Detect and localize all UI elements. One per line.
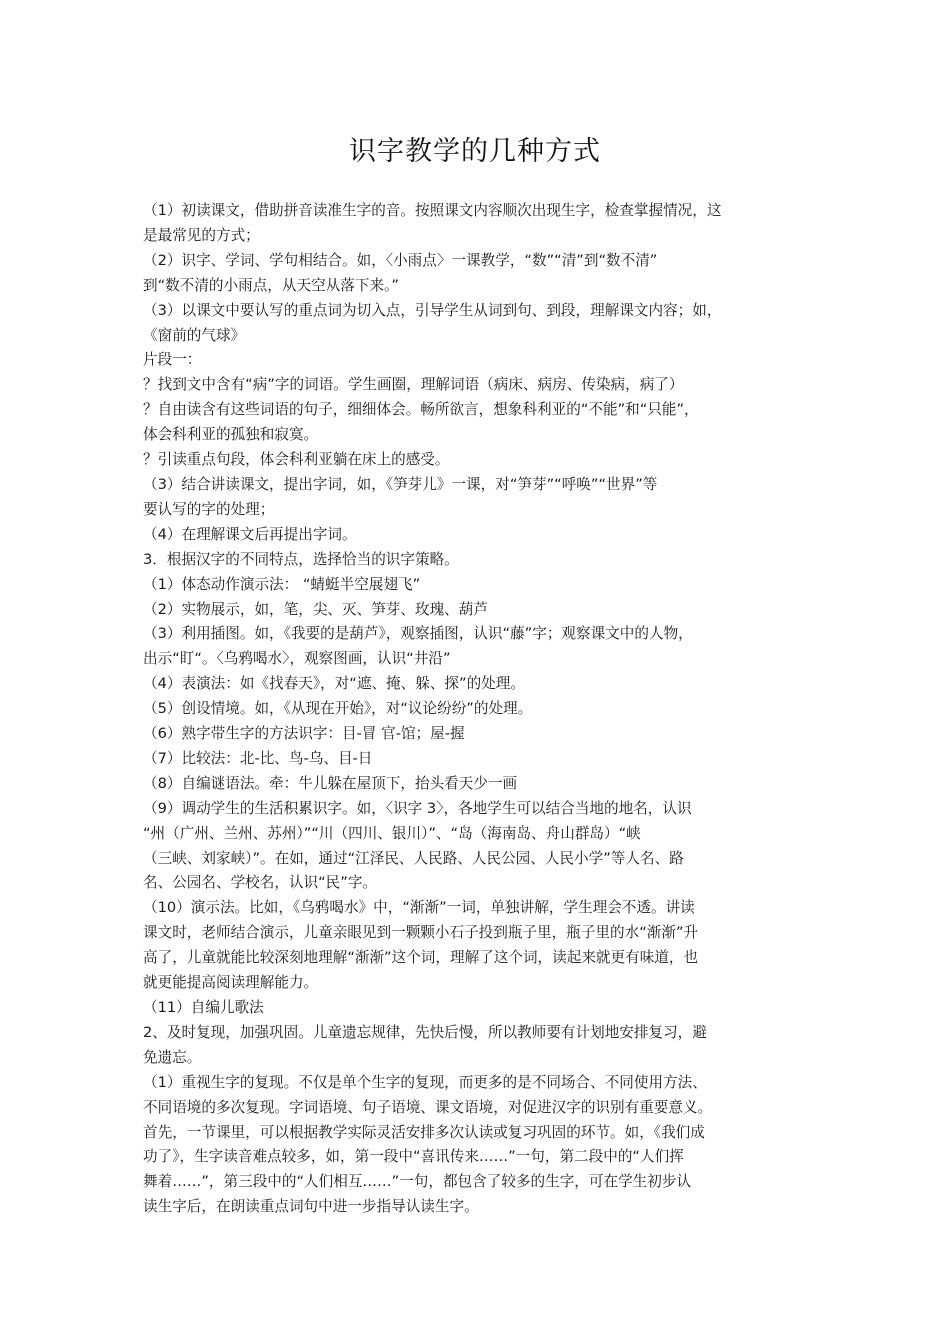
paragraph-line: 3．根据汉字的不同特点，选择恰当的识字策略。 xyxy=(143,550,459,568)
paragraph-line: ？找到文中含有“病”字的词语。学生画圈，理解词语（病床、病房、传染病，病了） xyxy=(143,376,684,394)
paragraph xyxy=(143,523,823,548)
paragraph xyxy=(143,797,823,897)
document-body xyxy=(143,199,823,1220)
paragraph xyxy=(143,199,823,249)
paragraph-line: （9）调动学生的生活积累识字。如，〈识字 3〉，各地学生可以结合当地的地名，认识 xyxy=(143,799,692,817)
paragraph-line: 出示“盯“。〈乌鸦喝水〉，观察图画，认识“井沿” xyxy=(143,650,451,668)
paragraph xyxy=(143,598,823,623)
paragraph xyxy=(143,448,823,473)
paragraph xyxy=(143,348,823,373)
paragraph-line: 要认写的字的处理； xyxy=(143,500,275,518)
paragraph xyxy=(143,548,823,573)
paragraph-line: （5）创设情境。如，《从现在开始》，对“议论纷纷”的处理。 xyxy=(143,700,533,718)
paragraph-line: 舞着……”，第三段中的“人们相互……”一句，都包含了较多的生字，可在学生初步认 xyxy=(143,1173,692,1191)
paragraph-line: 就更能提高阅读理解能力。 xyxy=(143,974,319,992)
paragraph xyxy=(143,1071,823,1121)
paragraph xyxy=(143,373,823,398)
paragraph-line: （3）结合讲读课文，提出字词，如，《笋芽儿》一课，对“笋芽”“呼唤”“世界”等 xyxy=(143,475,658,493)
paragraph-line: 体会科利亚的孤独和寂寞。 xyxy=(143,426,319,444)
paragraph xyxy=(143,249,823,299)
paragraph-line: 片段一： xyxy=(143,351,202,369)
paragraph xyxy=(143,896,823,996)
paragraph-line: 名、公园名、学校名，认识“民”字。 xyxy=(143,874,378,892)
paragraph-line: （3）利用插图。如，《我要的是葫芦》，观察插图，认识“藤”字；观察课文中的人物， xyxy=(143,625,693,643)
paragraph-line: 功了》，生字读音难点较多，如，第一段中“喜讯传来……”一句，第二段中的“人们挥 xyxy=(143,1148,684,1166)
paragraph xyxy=(143,996,823,1021)
paragraph-line: （3）以课文中要认写的重点词为切入点，引导学生从词到句、到段，理解课文内容；如， xyxy=(143,301,722,319)
paragraph-line: 2、及时复现，加强巩固。儿童遗忘规律，先快后慢，所以教师要有计划地安排复习，避 xyxy=(143,1023,707,1041)
paragraph-line: “州（广州、兰州、苏州）”“川（四川、银川）”、“岛（海南岛、舟山群岛）“峡 xyxy=(143,824,641,842)
paragraph xyxy=(143,1021,823,1071)
paragraph xyxy=(143,1121,823,1221)
paragraph-line: （4）在理解课文后再提出字词。 xyxy=(143,525,357,543)
paragraph-line: （8）自编谜语法。牵：牛儿躲在屋顶下，抬头看天少一画 xyxy=(143,774,518,792)
paragraph xyxy=(143,299,823,349)
paragraph-line: （7）比较法：北-比、鸟-乌、目-日 xyxy=(143,749,373,767)
paragraph-line: 首先，一节课里，可以根据教学实际灵活安排多次认读或复习巩固的环节。如，《我们成 xyxy=(143,1123,705,1141)
paragraph-line: （2）实物展示，如，笔，尖、灭、笋芽、玫瑰、葫芦 xyxy=(143,600,488,618)
paragraph-line: 课文时，老师结合演示，儿童亲眼见到一颗颗小石子投到瓶子里，瓶子里的水“渐渐”升 xyxy=(143,924,699,942)
paragraph-line: 免遗忘。 xyxy=(143,1048,202,1066)
paragraph-line: （1）体态动作演示法： “蜻蜓半空展翅飞” xyxy=(143,575,421,593)
paragraph-line: ？引读重点句段，体会科利亚躺在床上的感受。 xyxy=(143,451,450,469)
paragraph xyxy=(143,473,823,523)
paragraph-line: 读生字后，在朗读重点词句中进一步指导认读生字。 xyxy=(143,1198,479,1216)
paragraph-line: 到“数不清的小雨点，从天空从落下来。” xyxy=(143,276,399,294)
paragraph-line: （11）自编儿歌法 xyxy=(143,999,264,1016)
paragraph-line: 高了，儿童就能比较深刻地理解“渐渐”这个词，理解了这个词，读起来就更有味道，也 xyxy=(143,949,699,967)
paragraph-line: 不同语境的多次复现。字词语境、句子语境、课文语境，对促进汉字的识别有重要意义。 xyxy=(143,1098,713,1116)
paragraph-line: （6）熟字带生字的方法识字：目-冒 官-馆；屋-握 xyxy=(143,725,465,743)
paragraph xyxy=(143,398,823,448)
paragraph xyxy=(143,697,823,722)
paragraph-line: （4）表演法：如《找春天》，对“遮、掩、躲、探”的处理。 xyxy=(143,675,525,693)
paragraph-line: 《窗前的气球》 xyxy=(143,326,246,344)
paragraph-line: （2）识字、学词、学句相结合。如，〈小雨点〉一课教学，“数”“清”到“数不清” xyxy=(143,251,658,269)
paragraph-line: （10）演示法。比如，《乌鸦喝水》中，“渐渐”一词，单独讲解，学生理会不透。讲读 xyxy=(143,899,695,917)
paragraph xyxy=(143,747,823,772)
paragraph-line: 是最常见的方式； xyxy=(143,226,260,244)
paragraph xyxy=(143,622,823,672)
paragraph-line: （三峡、刘家峡）”。在如，通过“江泽民、人民路、人民公园、人民小学”等人名、路 xyxy=(143,849,684,867)
paragraph xyxy=(143,672,823,697)
paragraph xyxy=(143,722,823,747)
paragraph xyxy=(143,573,823,598)
paragraph-line: （1）重视生字的复现。不仅是单个生字的复现，而更多的是不同场合、不同使用方法、 xyxy=(143,1073,707,1091)
paragraph xyxy=(143,772,823,797)
document-title: 识字教学的几种方式 xyxy=(349,136,601,167)
paragraph-line: ？自由读含有这些词语的句子，细细体会。畅所欲言，想象科利亚的“不能”和“只能”， xyxy=(143,401,699,419)
paragraph-line: （1）初读课文，借助拼音读准生字的音。按照课文内容顺次出现生字，检查掌握情况，这 xyxy=(143,202,722,219)
